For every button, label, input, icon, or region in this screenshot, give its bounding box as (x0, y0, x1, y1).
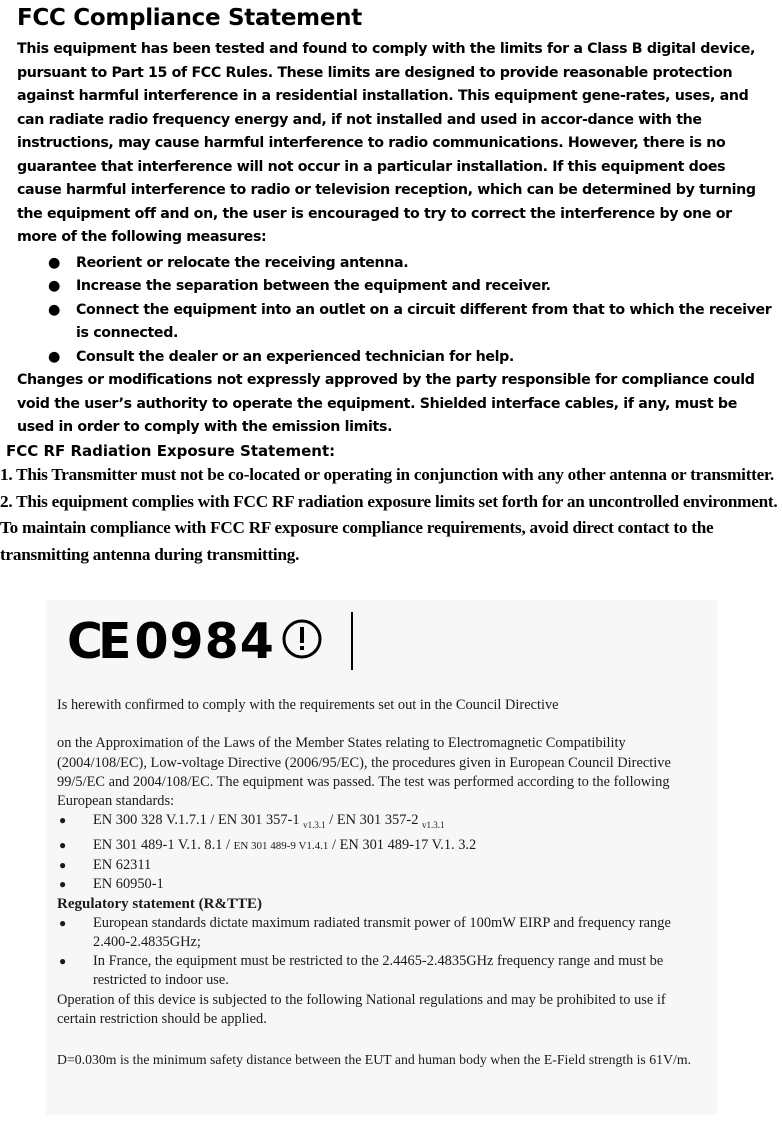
regulatory-title: Regulatory statement (R&TTE) (57, 895, 262, 912)
list-item: ● Consult the dealer or an experienced technician for help. (17, 346, 772, 370)
rf-item-1: 1. This Transmitter must not be co-located or operating in conjunction with any other antenna or transmitter. (0, 465, 774, 484)
ce-directive-paragraph: on the Approximation of the Laws of the Member States relating to Electromagnetic Compatibility (2004/108/EC), Low-voltage Directive (2006/95/EC), the procedures given in European Council Directive 99/5/EC and 2004/108/EC. The equipment was passed. The test was performed according to the following European standards: (57, 735, 671, 810)
operation-note: Operation of this device is subjected to the following National regulations and may be prohibited to use if certain restriction should be applied. (57, 991, 666, 1028)
divider (351, 612, 353, 670)
bullet-icon: ● (59, 837, 67, 852)
bullet-icon: ● (59, 813, 67, 828)
list-item: ● EN 62311 (57, 856, 707, 875)
safety-distance-note: D=0.030m is the minimum safety distance between the EUT and human body when the E-Field strength is 61V/m. (57, 1052, 692, 1068)
standards-list (57, 811, 707, 894)
ce-mark: CE (67, 612, 127, 670)
bullet-icon: ● (59, 915, 67, 930)
fcc-intro: This equipment has been tested and found to comply with the limits for a Class B digital device, pursuant to Part 15 of FCC Rules. These limits are designed to provide reasonable protection against harmful interference in a residential installation. This equipment gene-rates, uses, and can radiate radio frequency energy and, if not installed and used in accor-dance with the instructions, may cause harmful interference to radio communications. However, there is no guarantee that interference will not occur in a particular installation. If this equipment does cause harmful interference to radio or television reception, which can be determined by turning the equipment off and on, the user is encouraged to try to correct the interference by one or more of the following measures: (17, 41, 756, 245)
rf-item-2: 2. This equipment complies with FCC RF radiation exposure limits set forth for an uncontrolled environment. To maintain compliance with FCC RF exposure compliance requirements, avoid direct contact to the transmitting antenna during transmitting. (0, 491, 778, 564)
fcc-title: FCC Compliance Statement (17, 5, 362, 31)
bullet-icon: ● (59, 877, 67, 892)
bullet-icon: ● (59, 857, 67, 872)
measures-list (17, 252, 772, 370)
regulatory-list (57, 914, 707, 991)
list-item: ● Reorient or relocate the receiving antenna. (17, 252, 772, 276)
bullet-icon: ● (48, 254, 61, 271)
fcc-changes: Changes or modifications not expressly approved by the party responsible for compliance could void the user’s authority to operate the equipment. Shielded interface cables, if any, must be used in order to comply with the emission limits. (17, 372, 755, 435)
fcc-compliance-section (17, 0, 772, 440)
bullet-icon: ● (48, 348, 61, 365)
bullet-icon: ● (59, 954, 67, 969)
list-item: ● EN 301 489-1 V.1. 8.1 / EN 301 489-9 V1.4.1 / EN 301 489-17 V.1. 3.2 (57, 836, 707, 856)
rf-title: FCC RF Radiation Exposure Statement: (6, 442, 336, 460)
alert-circle-icon (281, 618, 323, 665)
list-item: ● EN 300 328 V.1.7.1 / EN 301 357-1 $_{v1.3.1}$ / EN 301 357-2 $_{v1.3.1}$ (59, 812, 445, 831)
notified-body-number: 0984 (134, 612, 275, 670)
list-item: ● Connect the equipment into an outlet on a circuit different from that to which the receiver is connected. (17, 299, 772, 346)
ce-text-block (57, 696, 707, 1070)
list-item: ● Increase the separation between the equipment and receiver. (17, 275, 772, 299)
list-item: ● European standards dictate maximum radiated transmit power of 100mW EIRP and frequency range 2.400-2.4835GHz; (59, 914, 671, 950)
list-item: ● In France, the equipment must be restricted to the 2.4465-2.4835GHz frequency range and must be restricted to indoor use. (59, 953, 664, 989)
ce-logo (67, 612, 323, 670)
ce-declaration-image (46, 600, 717, 1115)
ce-confirm-line: Is herewith confirmed to comply with the requirements set out in the Council Directive (57, 697, 559, 713)
list-item: ● EN 60950-1 (57, 875, 707, 894)
bullet-icon: ● (48, 301, 61, 318)
rf-exposure-section (0, 440, 782, 568)
bullet-icon: ● (48, 278, 61, 294)
